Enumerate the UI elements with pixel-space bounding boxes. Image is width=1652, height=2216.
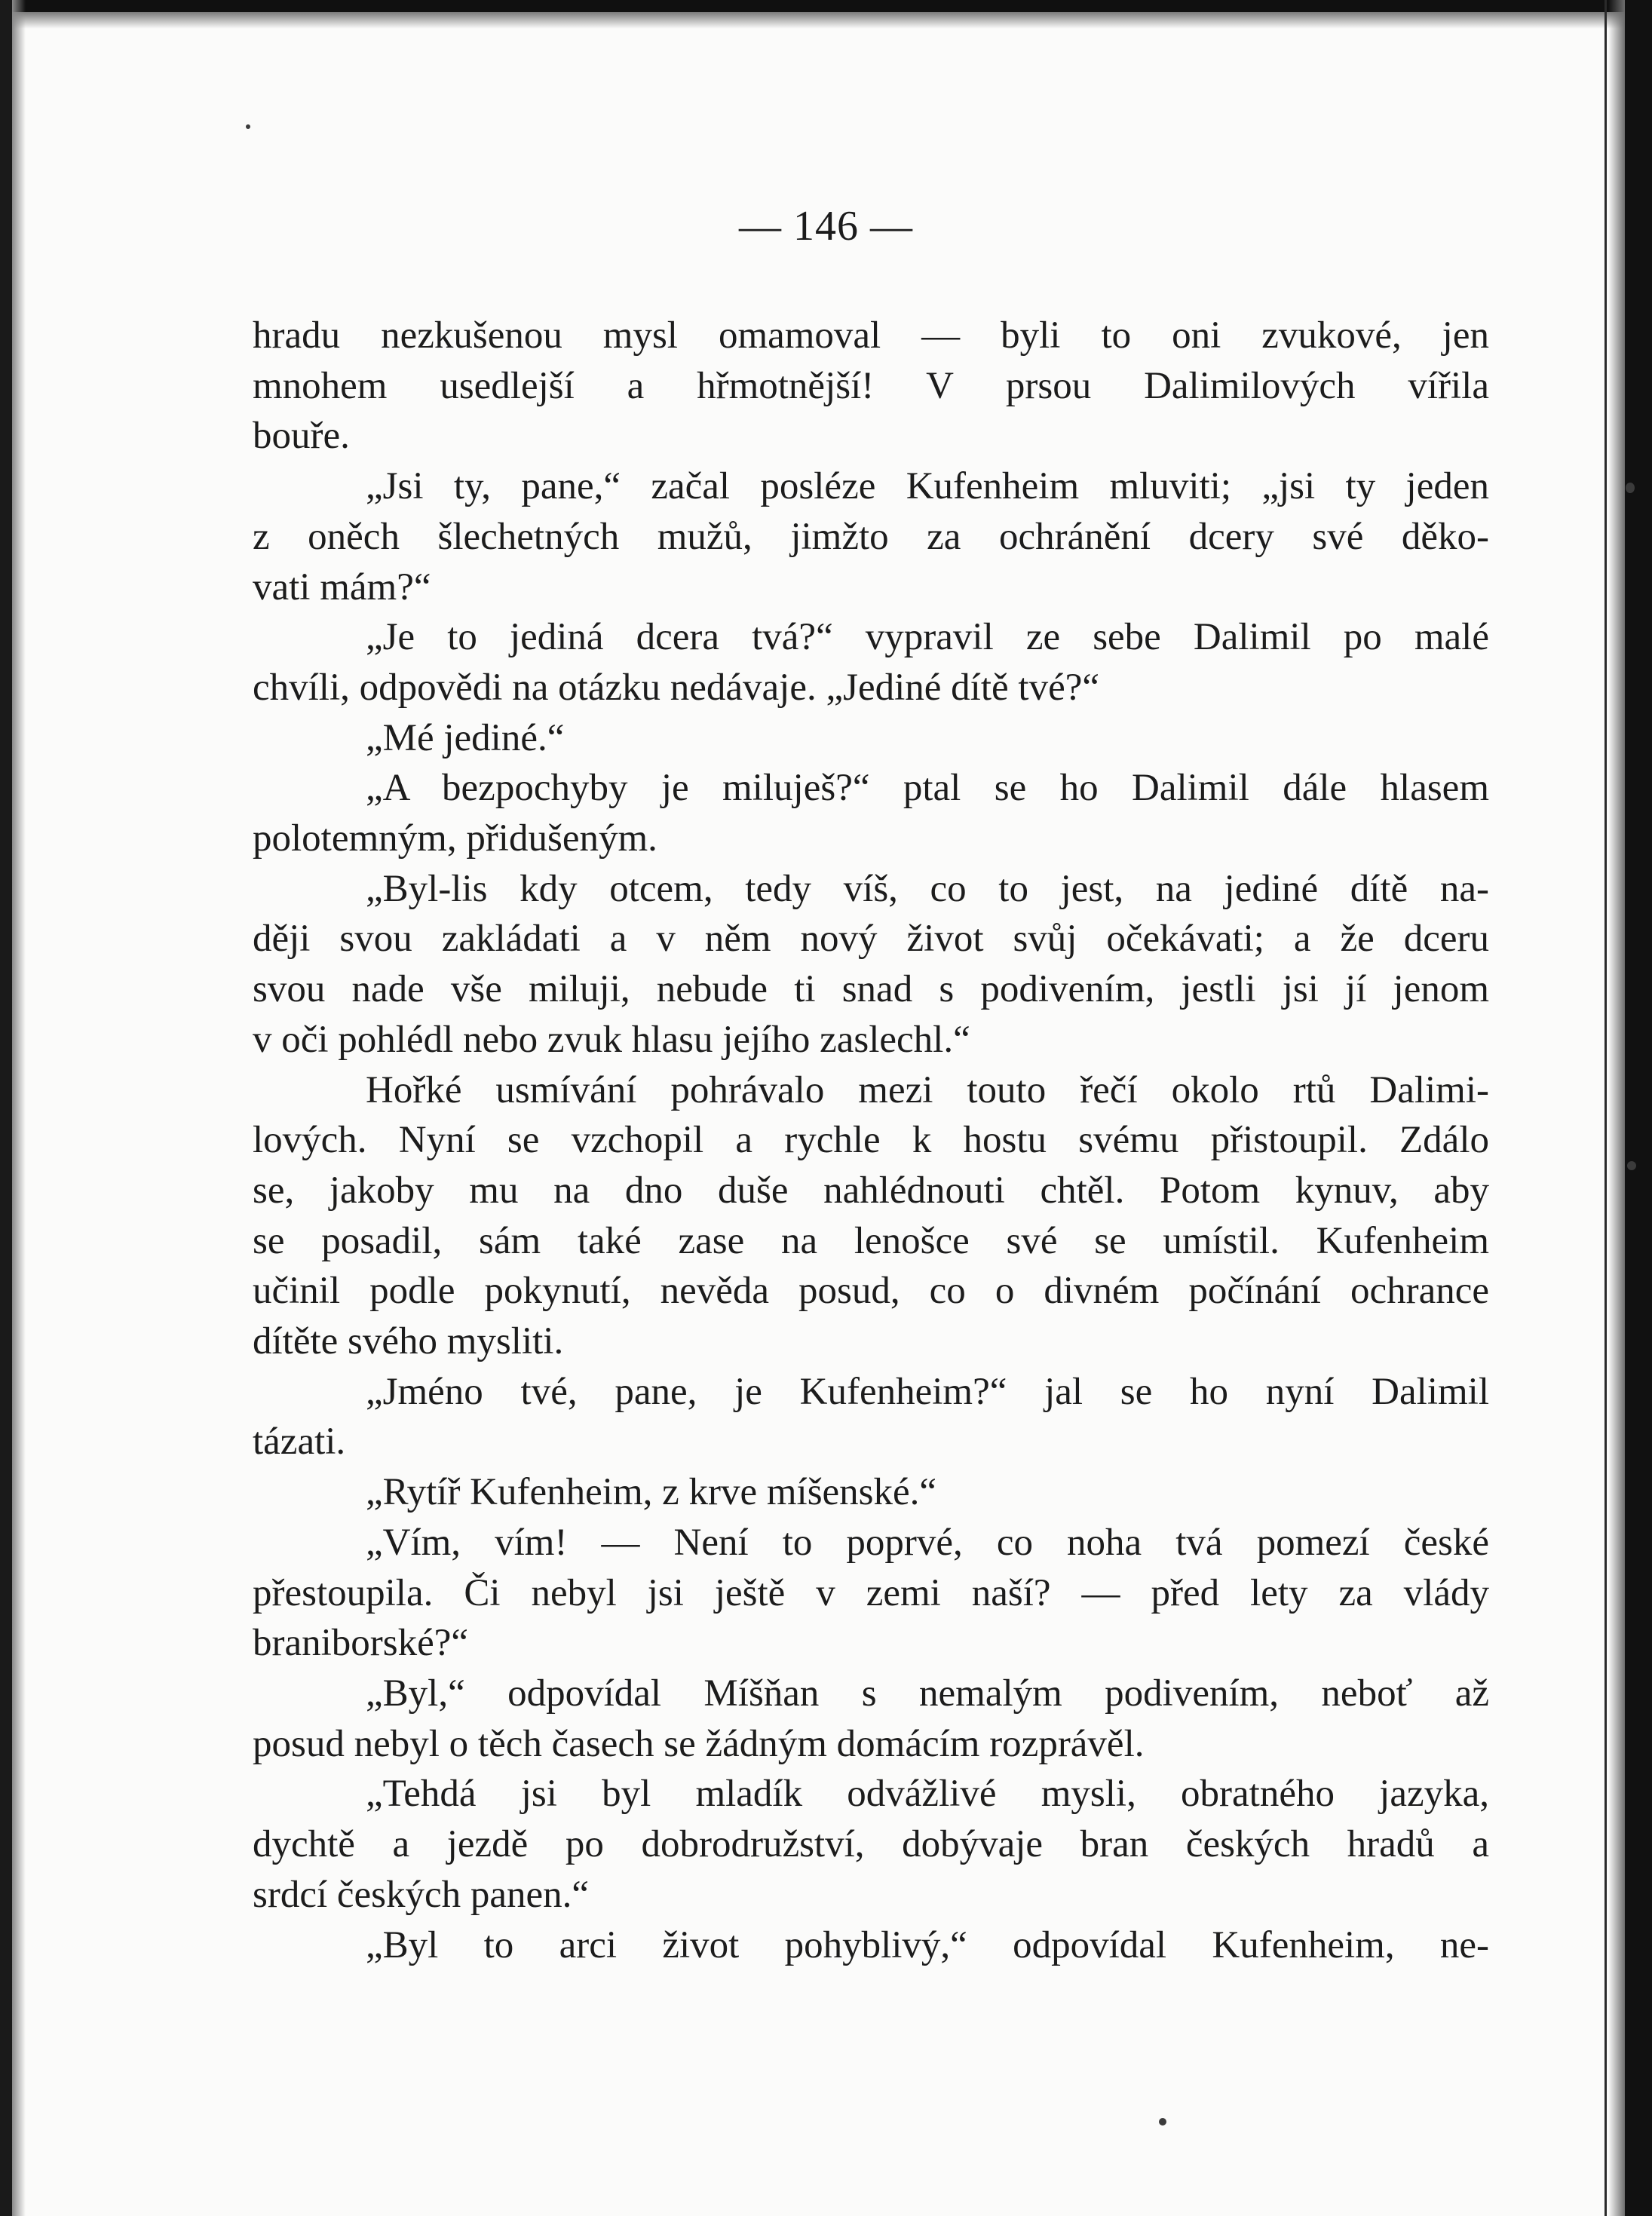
text-line: polotemným, přidušeným. bbox=[253, 817, 657, 860]
text-line: vati mám?“ bbox=[253, 565, 431, 608]
text-line: „Rytíř Kufenheim, z krve míšenské.“ bbox=[366, 1471, 937, 1514]
scan-border-right bbox=[1625, 0, 1652, 2216]
text-line: lových. Nyní se vzchopil a rychle k hostu svému přistoupil. Zdálo bbox=[253, 1119, 1489, 1162]
text-line: se, jakoby mu na dno duše nahlédnouti chtěl. Potom kynuv, aby bbox=[253, 1169, 1489, 1212]
text-line: „Jméno tvé, pane, je Kufenheim?“ jal se ho nyní Dalimil bbox=[366, 1370, 1489, 1413]
text-line: „Je to jediná dcera tvá?“ vypravil ze sebe Dalimil po malé bbox=[366, 616, 1489, 659]
body-text bbox=[253, 311, 1489, 1970]
text-line: bouře. bbox=[253, 415, 350, 458]
scan-speck bbox=[246, 124, 250, 129]
scan-border-left bbox=[0, 0, 12, 2216]
text-line: svou nade vše miluji, nebude ti snad s podivením, jestli jsi jí jenom bbox=[253, 968, 1489, 1011]
text-line: posud nebyl o těch časech se žádným domácím rozprávěl. bbox=[253, 1722, 1145, 1765]
text-line: mnohem usedlejší a hřmotnější! V prsou Dalimilových vířila bbox=[253, 364, 1489, 407]
scan-shadow-left bbox=[12, 0, 26, 2216]
text-line: „Mé jediné.“ bbox=[366, 716, 565, 759]
scan-speck bbox=[1159, 2118, 1166, 2126]
text-line: „Byl,“ odpovídal Míšňan s nemalým podivením, neboť až bbox=[366, 1672, 1489, 1715]
text-line: ději svou zakládati a v něm nový život svůj očekávati; a že dceru bbox=[253, 918, 1489, 961]
page-number: — 146 — bbox=[739, 203, 913, 250]
text-line: tázati. bbox=[253, 1421, 346, 1464]
scan-border-top bbox=[0, 0, 1652, 12]
scan-page-edge-line bbox=[1604, 0, 1607, 2216]
text-line: „Byl to arci život pohyblivý,“ odpovídal Kufenheim, ne- bbox=[366, 1923, 1489, 1966]
scan-shadow-top bbox=[0, 12, 1652, 29]
text-line: hradu nezkušenou mysl omamoval — byli to oni zvukové, jen bbox=[253, 314, 1489, 357]
text-line: braniborské?“ bbox=[253, 1622, 469, 1665]
text-line: přestoupila. Či nebyl jsi ještě v zemi naší? — před lety za vlády bbox=[253, 1571, 1489, 1614]
text-line: „A bezpochyby je miluješ?“ ptal se ho Dalimil dále hlasem bbox=[366, 767, 1489, 810]
text-line: „Jsi ty, pane,“ začal posléze Kufenheim mluviti; „jsi ty jeden bbox=[366, 465, 1489, 508]
text-line: dítěte svého mysliti. bbox=[253, 1320, 564, 1363]
text-line: chvíli, odpovědi na otázku nedávaje. „Jediné dítě tvé?“ bbox=[253, 666, 1099, 709]
text-line: „Tehdá jsi byl mladík odvážlivé mysli, obratného jazyka, bbox=[366, 1773, 1489, 1816]
scan-speck bbox=[1627, 1161, 1636, 1170]
text-line: „Byl-lis kdy otcem, tedy víš, co to jest, na jediné dítě na- bbox=[366, 867, 1489, 910]
text-line: Hořké usmívání pohrávalo mezi touto řečí okolo rtů Dalimi- bbox=[366, 1068, 1489, 1111]
text-line: učinil podle pokynutí, nevěda posud, co o divném počínání ochrance bbox=[253, 1270, 1489, 1313]
text-line: z oněch šlechetných mužů, jimžto za ochránění dcery své děko- bbox=[253, 515, 1489, 558]
scan-shadow-right bbox=[1608, 0, 1625, 2216]
text-line: „Vím, vím! — Není to poprvé, co noha tvá pomezí české bbox=[366, 1521, 1489, 1564]
text-line: dychtě a jezdě po dobrodružství, dobývaje bran českých hradů a bbox=[253, 1823, 1489, 1866]
scan-speck bbox=[1626, 483, 1635, 493]
text-line: se posadil, sám také zase na lenošce své se umístil. Kufenheim bbox=[253, 1219, 1489, 1262]
text-line: srdcí českých panen.“ bbox=[253, 1873, 590, 1916]
text-line: v oči pohlédl nebo zvuk hlasu jejího zaslechl.“ bbox=[253, 1018, 970, 1061]
